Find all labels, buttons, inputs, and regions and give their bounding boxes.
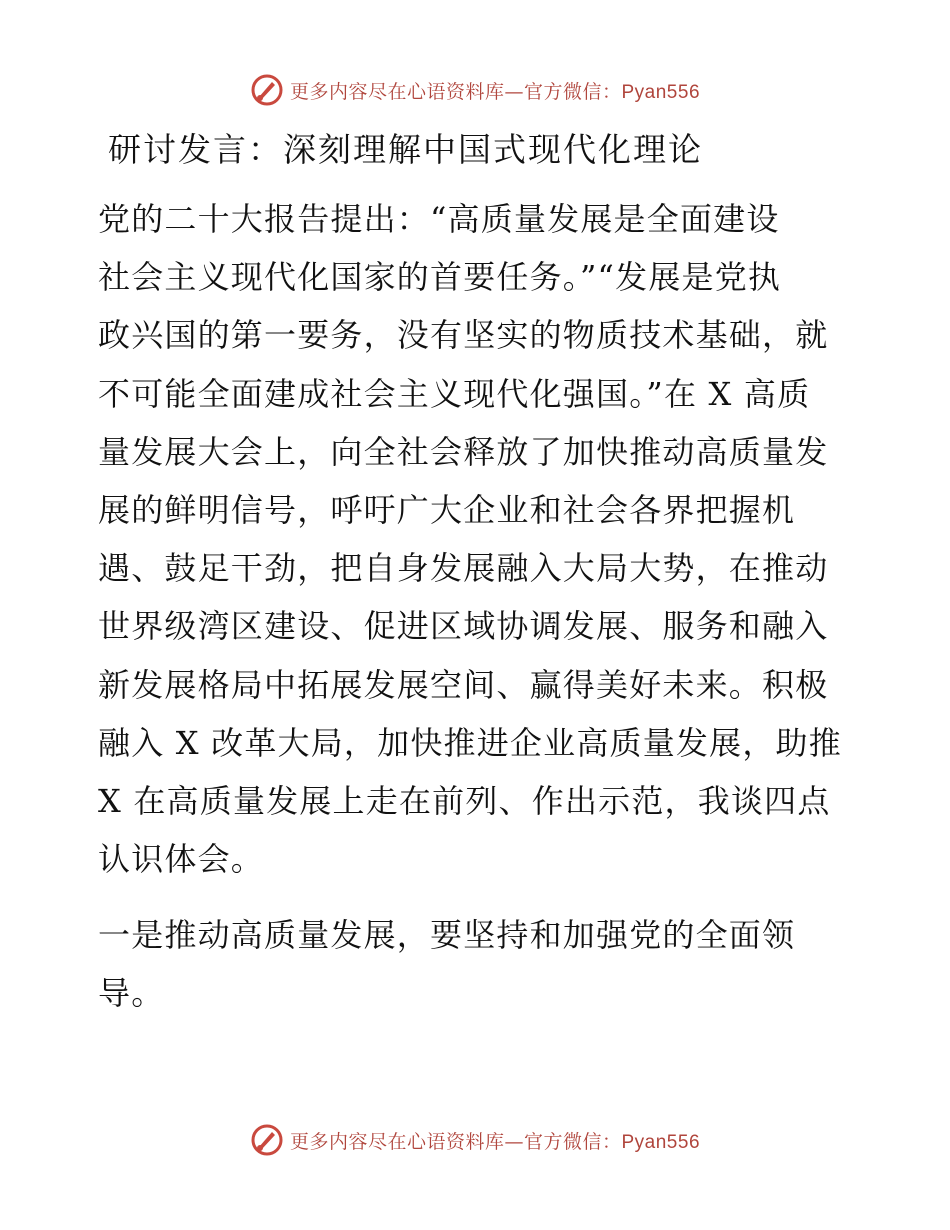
text-line: 党的二十大报告提出：“高质量发展是全面建设 (98, 200, 780, 238)
text-line: 遇、鼓足干劲，把自身发展融入大局大势，在推动 (98, 549, 829, 588)
text-line: 量发展大会上，向全社会释放了加快推动高质量发 (98, 432, 829, 471)
watermark-brand: 更多内容尽在心语资料库 (289, 80, 505, 103)
text-line: 新发展格局中拓展发展空间、赢得美好未来。积极 (98, 665, 829, 704)
watermark-text (290, 77, 700, 104)
text-line: 政兴国的第一要务，没有坚实的物质技术基础，就 (98, 316, 829, 355)
text-line: 世界级湾区建设、促进区域协调发展、服务和融入 (98, 607, 829, 646)
brush-logo-icon (250, 1123, 284, 1157)
text-line: 一是推动高质量发展，要坚持和加强党的全面领 (98, 916, 796, 954)
header-watermark (0, 70, 950, 110)
watermark-dash: — (504, 80, 524, 103)
text-line: 认识体会。 (98, 840, 265, 879)
text-line: 导。 (98, 974, 165, 1013)
watermark-wechat-id: Pyan556 (621, 1131, 701, 1153)
text-line: 展的鲜明信号，呼吁广大企业和社会各界把握机 (98, 491, 796, 530)
watermark-dash: — (504, 1130, 524, 1153)
text-line: 融入 X 改革大局，加快推进企业高质量发展，助推 (98, 723, 842, 762)
brush-logo-icon (250, 73, 284, 107)
watermark-label: 官方微信： (523, 1130, 622, 1153)
text-line: 社会主义现代化国家的首要任务。”“发展是党执 (98, 258, 782, 297)
text-line: 不可能全面建成社会主义现代化强国。”在 X 高质 (98, 374, 811, 413)
watermark-label: 官方微信： (523, 80, 622, 103)
document-title: 研讨发言：深刻理解中国式现代化理论 (108, 130, 703, 169)
text-line: X 在高质量发展上走在前列、作出示范，我谈四点 (98, 782, 831, 821)
paragraph-point-one (98, 906, 858, 1022)
paragraph-intro (98, 190, 858, 888)
watermark-text (290, 1127, 700, 1154)
footer-watermark (0, 1120, 950, 1160)
watermark-wechat-id: Pyan556 (621, 81, 701, 103)
watermark-brand: 更多内容尽在心语资料库 (289, 1130, 505, 1153)
